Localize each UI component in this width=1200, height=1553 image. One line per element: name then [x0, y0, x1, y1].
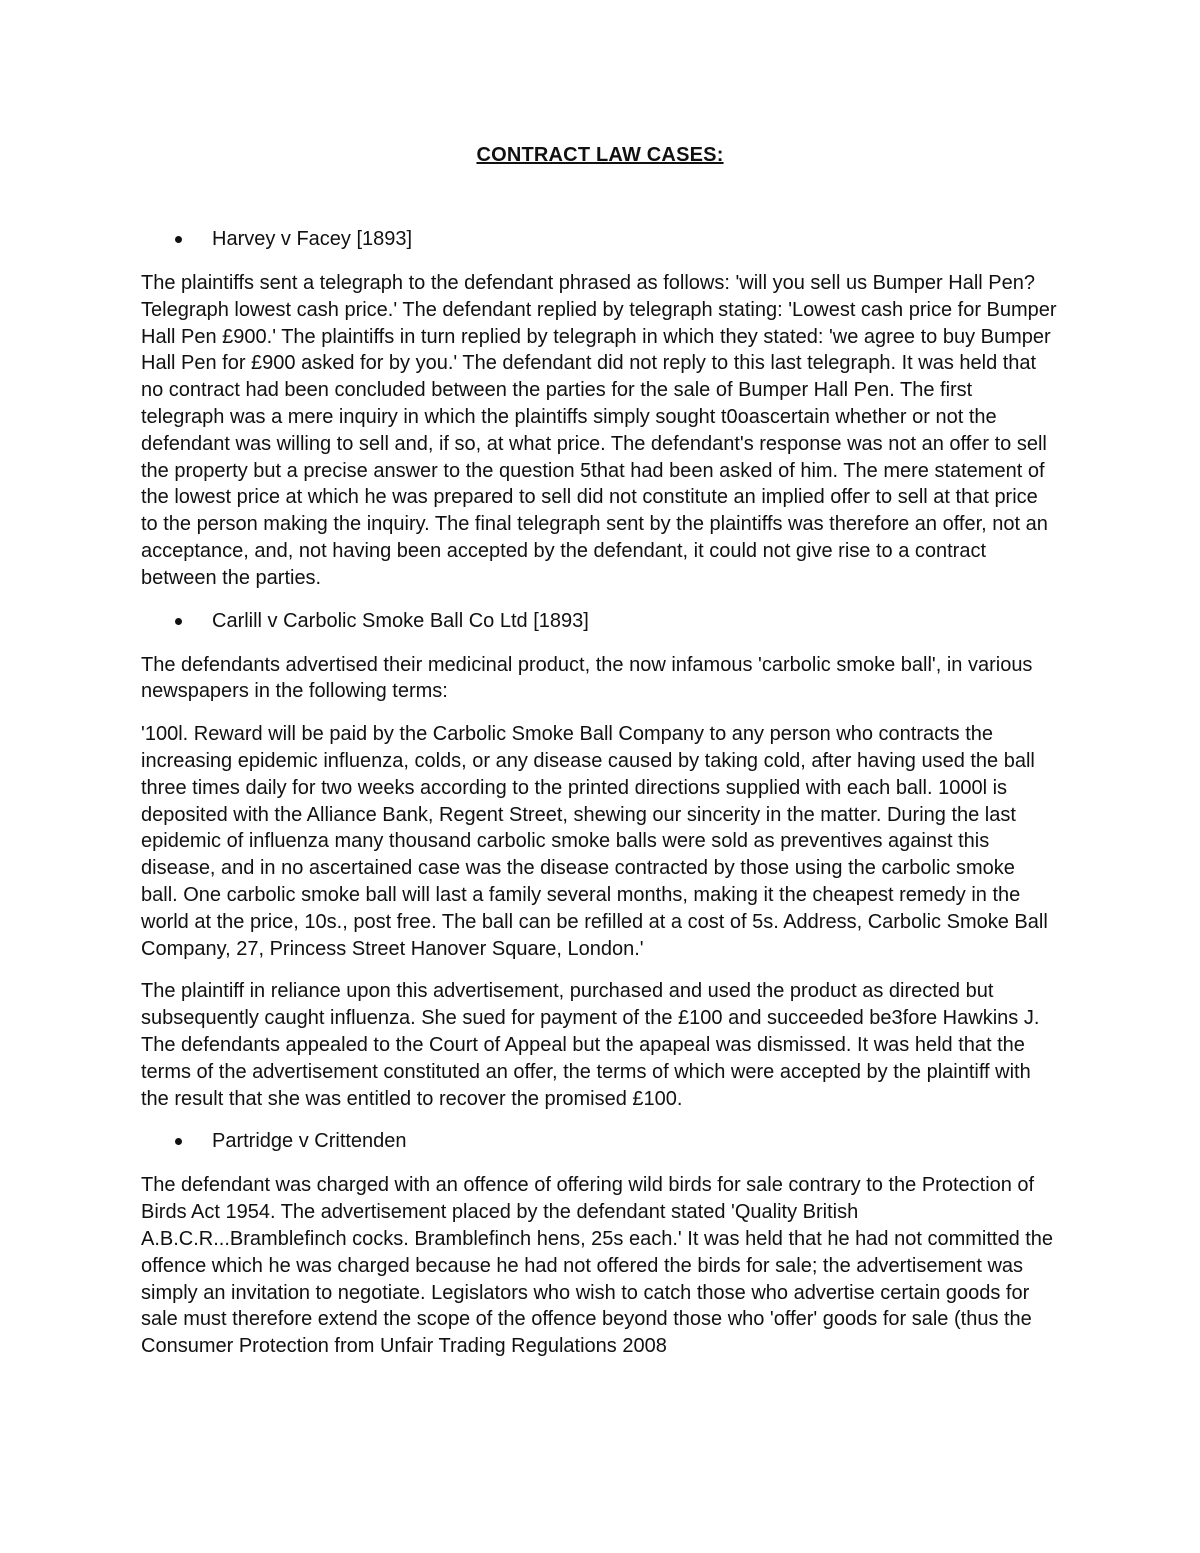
document-body — [141, 226, 1057, 1360]
case-heading-partridge-v-crittenden — [141, 1128, 1057, 1155]
case-heading-text: Harvey v Facey [1893] — [212, 228, 413, 250]
case-heading-harvey-v-facey — [141, 226, 1057, 253]
case-paragraph: The plaintiff in reliance upon this advertisement, purchased and used the product as directed but subsequently caught influenza. She sued for payment of the £100 and succeeded be3fore Hawkins J. The defendants appealed to the Court of Appeal but the apapeal was dismissed. It was held that the terms of the advertisement constituted an offer, the terms of which were accepted by the plaintiff with the result that she was entitled to recover the promised £100. — [141, 980, 1040, 1110]
case-paragraph: The plaintiffs sent a telegraph to the defendant phrased as follows: 'will you sell us Bumper Hall Pen? Telegraph lowest cash price.' The defendant replied by telegraph stating: 'Lowest cash price for Bumper Hall Pen £900.' The plaintiffs in turn replied by telegraph in which they stated: 'we agree to buy Bumper Hall Pen for £900 asked for by you.' The defendant did not reply to this last telegraph. It was held that no contract had been concluded between the parties for the sale of Bumper Hall Pen. The first telegraph was a mere inquiry in which the plaintiffs simply sought t0oascertain whether or not the defendant was willing to sell and, if so, at what price. The defendant's response was not an offer to sell the property but a precise answer to the question 5that had been asked of him. The mere statement of the lowest price at which he was prepared to sell did not constitute an implied offer to sell at that price to the person making the inquiry. The final telegraph sent by the plaintiffs was therefore an offer, not an acceptance, and, not having been accepted by the defendant, it could not give rise to a contract between the parties. — [141, 272, 1057, 589]
bullet-icon — [175, 618, 182, 625]
case-heading-text: Carlill v Carbolic Smoke Ball Co Ltd [1893] — [212, 609, 589, 632]
advertisement-quote: '100l. Reward will be paid by the Carbolic Smoke Ball Company to any person who contracts the increasing epidemic influenza, colds, or any disease caused by taking cold, after having used the ball three times daily for two weeks according to the printed directions supplied with each ball. 1000l is deposited with the Alliance Bank, Regent Street, shewing our sincerity in the matter. During the last epidemic of influenza many thousand carbolic smoke balls were sold as preventives against this disease, and in no ascertained case was the disease contracted by those using the carbolic smoke ball. One carbolic smoke ball will last a family several months, making it the cheapest remedy in the world at the price, 10s., post free. The ball can be refilled at a cost of 5s. Address, Carbolic Smoke Ball Company, 27, Princess Street Hanover Square, London.' — [141, 723, 1048, 960]
case-paragraph: The defendant was charged with an offence of offering wild birds for sale contrary to the Protection of Birds Act 1954. The advertisement placed by the defendant stated 'Quality British A.B.C.R...Bramblefinch cocks. Bramblefinch hens, 25s each.' It was held that he had not committed the offence which he was charged because he had not offered the birds for sale; the advertisement was simply an invitation to negotiate. Legislators who wish to catch those who advertise certain goods for sale must therefore extend the scope of the offence beyond those who 'offer' goods for sale (thus the Consumer Protection from Unfair Trading Regulations 2008 — [141, 1174, 1054, 1358]
bullet-icon — [175, 1138, 182, 1145]
case-heading-text: Partridge v Crittenden — [212, 1130, 407, 1153]
case-paragraph: The defendants advertised their medicinal product, the now infamous 'carbolic smoke ball', in various newspapers in the following terms: — [141, 653, 1033, 703]
document-title: CONTRACT LAW CASES: — [476, 144, 724, 166]
case-heading-carlill-v-carbolic — [141, 608, 1057, 635]
bullet-icon — [175, 236, 182, 243]
